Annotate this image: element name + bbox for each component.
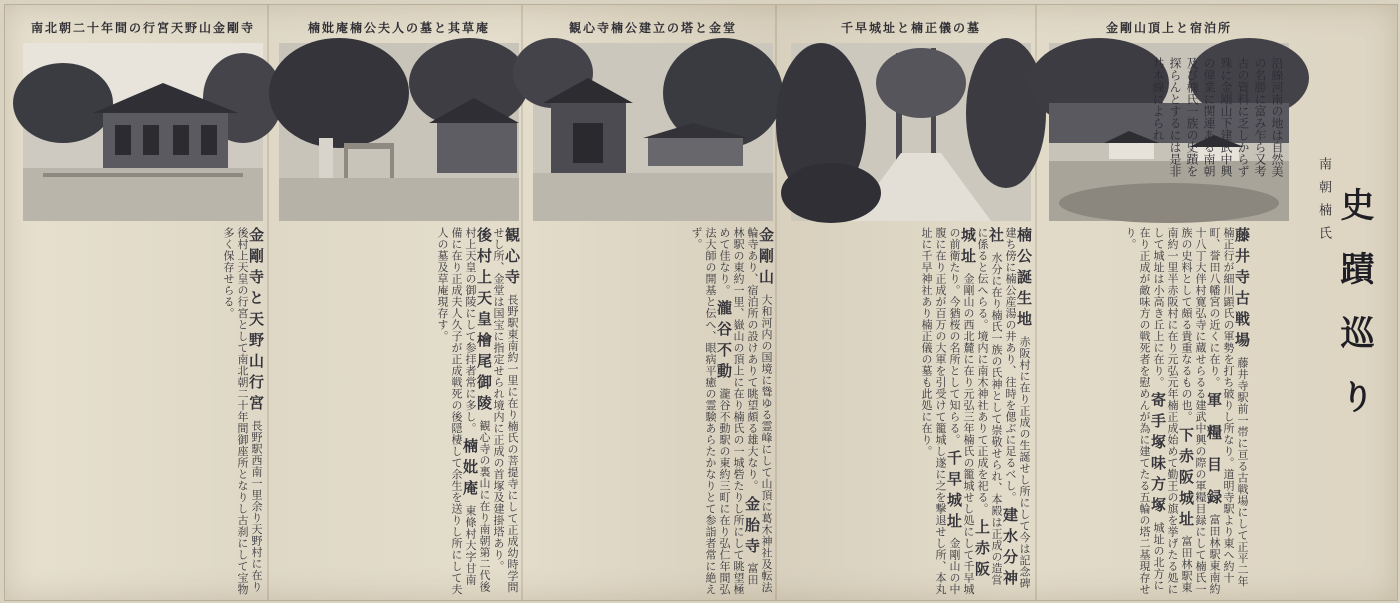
section-heading: 金剛山 <box>757 227 775 290</box>
section-body: 大和河内の国境に聳ゆる霊峰にして山頂に葛木神社及転法輪寺あり、宿泊所の設けありて眺望頗る雄大なり。 <box>746 227 773 593</box>
photo-image <box>279 43 519 221</box>
section-heading: 後村上天皇檜尾御陵 <box>475 227 493 416</box>
section-body: 東條村大字甘南備に在り正成夫人久子が正成戦死の後隠棲して余生を送りし所にして夫人の墓及草庵現存す。 <box>436 227 477 595</box>
section-body: 赤阪村に在り正成の生誕せし所にして今は記念碑建ち傍に楠公産湯の井あり、往時を偲ぶに足るべし。 <box>1004 227 1031 589</box>
section-heading: 藤井寺古戦場 <box>1233 227 1251 353</box>
text-panel-2 <box>279 227 519 595</box>
title-block <box>1251 117 1391 577</box>
section-heading: 楠公誕生地 <box>1015 227 1033 332</box>
photo-image <box>23 43 263 221</box>
brochure-sheet <box>4 4 1398 601</box>
photo-caption: 金剛山頂上と宿泊所 <box>1105 21 1232 35</box>
text-panel-3 <box>533 227 773 595</box>
photo-kongoji <box>23 13 263 223</box>
section-body: 富田林駅の東約一里、嶽山の頂上に在り楠氏の一城砦たりし所にして眺望極めて佳なり。 <box>718 227 759 595</box>
section-heading: 千早城址 <box>945 449 963 534</box>
section-heading: 上赤阪城址 <box>959 227 991 582</box>
section-heading: 軍 糧 目 録 <box>1205 392 1223 510</box>
section-body: 藤井寺駅前一帯に亘る古戦場にして正平二年楠正行が細川顕氏の軍勢を打ち破りし所なり。道明寺駅より東へ約十町、誉田八幡宮の近くに在り。 <box>1208 227 1249 587</box>
section-body: 観心寺の裏山に在り南朝第二代後村上天皇の御陵にして参拝者常に多し。 <box>464 227 491 593</box>
section-body: 富田林駅東南約一里半赤阪村に在り元弘元年楠正成始めて勤王の旗を挙げたる処にして城址は小高き丘上に在り。 <box>1152 227 1193 595</box>
photo-image <box>533 43 773 221</box>
photo-caption: 観心寺楠公建立の塔と金堂 <box>568 21 737 35</box>
section-body: 富田林駅東南約十八丁大伴村寛弘寺に蔵せらるる建武中興の際の軍糧目録にして楠氏一族の史料として頗る貴重なるもの也。 <box>1180 227 1221 595</box>
photo-nanpian <box>279 13 519 223</box>
section-heading: 寄手塚味方塚 <box>1149 392 1167 518</box>
photo-kanshinji <box>533 13 773 223</box>
photo-image <box>791 43 1031 221</box>
section-body: 長野駅東南約一里に在り楠氏の菩提寺にして正成幼時学問せし所、金堂は国宝に指定せられ境内に正成の首塚及建掛塔あり。 <box>492 227 519 593</box>
text-panel-1 <box>23 227 263 595</box>
section-heading: 楠妣庵 <box>461 438 479 501</box>
section-heading: 金剛寺と天野山行宮 <box>247 227 265 416</box>
section-body: 金剛山の中腹に在り正成が百万の大軍を引受けて籠城し遂に之を撃退せし所、本丸址に千早神社あり楠正儀の墓も此処に在り。 <box>920 227 961 595</box>
section-heading: 下赤阪城址 <box>1177 426 1195 532</box>
photo-caption: 千早城址と楠正儀の墓 <box>840 21 981 35</box>
section-body: 城址の北方に在り正成が敵味方の戦死者を慰めんが為に建てたる五輪の塔二基現存せり。 <box>1124 227 1165 595</box>
photo-caption: 楠妣庵楠公夫人の墓と其草庵 <box>307 21 490 35</box>
photo-chihaya <box>791 13 1031 223</box>
section-heading: 建水分神社 <box>987 227 1019 591</box>
page-title: 史蹟巡り <box>1334 187 1374 443</box>
section-body: 水分に在り楠氏一族の氏神として崇敬せられ、本殿は正成の造営に係ると伝へらる。境内に南木神社ありて正成を祀る。 <box>976 227 1003 586</box>
section-heading: 金胎寺 <box>743 495 761 559</box>
photo-caption: 南北朝二十年間の行宮天野山金剛寺 <box>30 21 255 35</box>
section-heading: 瀧谷不動 <box>715 300 733 384</box>
subtitle: 南朝楠氏 <box>1316 157 1331 249</box>
text-panel-4 <box>791 227 1031 595</box>
intro-text: 沿線河南の地は自然美の名勝に富み乍ら又考古の資料に乏しからず殊に金剛山下建武中興の偉業に関連ある南朝及び楠氏一族の史蹟を探らんとするには是非共本線によられ <box>1151 57 1284 177</box>
section-body: 瀧谷不動駅の東約三町に在り弘仁年間弘法大師の開基と伝へ、眼病平癒の霊験あらたかなりとて参詣者常に絶えず。 <box>690 227 731 595</box>
section-heading: 観心寺 <box>503 227 521 290</box>
text-panel-5 <box>1049 227 1249 595</box>
section-body: 金剛山の西北麓に在り元弘三年楠氏の籠城せし処にして千早城の前衛たり。今猶桜の名所として知らる。 <box>948 227 975 595</box>
section-body: 長野駅西南一里余り天野村に在り後村上天皇の行宮として南北朝二十年間御座所となりし古刹にして宝物多く保存せらる。 <box>222 227 263 595</box>
